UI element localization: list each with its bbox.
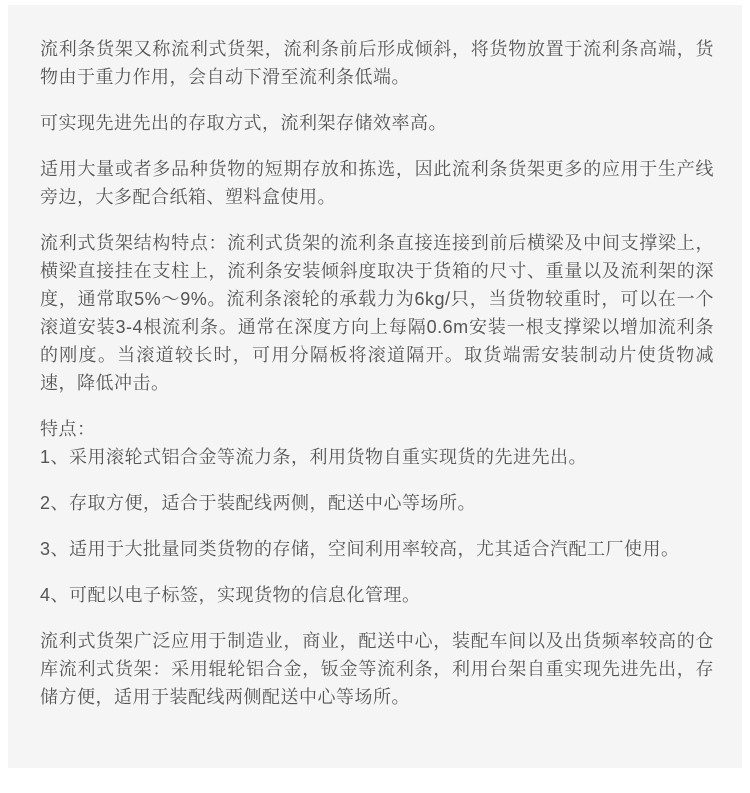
product-description-article <box>40 35 714 711</box>
feature-item-4: 4、可配以电子标签，实现货物的信息化管理。 <box>40 585 421 605</box>
content-panel <box>8 5 742 768</box>
page <box>0 5 750 793</box>
paragraph-application: 适用大量或者多品种货物的短期存放和拣选，因此流利条货架更多的应用于生产线旁边，大多配合纸箱、塑料盒使用。 <box>40 159 714 207</box>
feature-item-3: 3、适用于大批量同类货物的存储，空间利用率较高，尤其适合汽配工厂使用。 <box>40 539 680 559</box>
features-heading: 特点： <box>40 419 96 439</box>
paragraph-fifo-access: 可实现先进先出的存取方式，流利架存储效率高。 <box>40 113 447 133</box>
paragraph-summary: 流利式货架广泛应用于制造业，商业，配送中心，装配车间以及出货频率较高的仓库流利式货架：采用辊轮铝合金，钣金等流利条，利用台架自重实现先进先出，存储方便，适用于装配线两侧配送中心等场所。 <box>40 631 714 707</box>
paragraph-structure-features: 流利式货架结构特点：流利式货架的流利条直接连接到前后横梁及中间支撑梁上，横梁直接挂在支柱上，流利条安装倾斜度取决于货箱的尺寸、重量以及流利架的深度，通常取5%～9%。流利条滚轮的承载力为6kg/只，当货物较重时，可以在一个滚道安装3-4根流利条。通常在深度方向上每隔0.6m安装一根支撑梁以增加流利条的刚度。当滚道较长时，可用分隔板将滚道隔开。取货端需安装制动片使货物减速，降低冲击。 <box>40 233 714 393</box>
feature-item-1: 1、采用滚轮式铝合金等流力条，利用货物自重实现货的先进先出。 <box>40 447 588 467</box>
paragraph-overview: 流利条货架又称流利式货架，流利条前后形成倾斜，将货物放置于流利条高端，货物由于重力作用，会自动下滑至流利条低端。 <box>40 39 714 87</box>
feature-item-2: 2、存取方便，适合于装配线两侧，配送中心等场所。 <box>40 493 477 513</box>
